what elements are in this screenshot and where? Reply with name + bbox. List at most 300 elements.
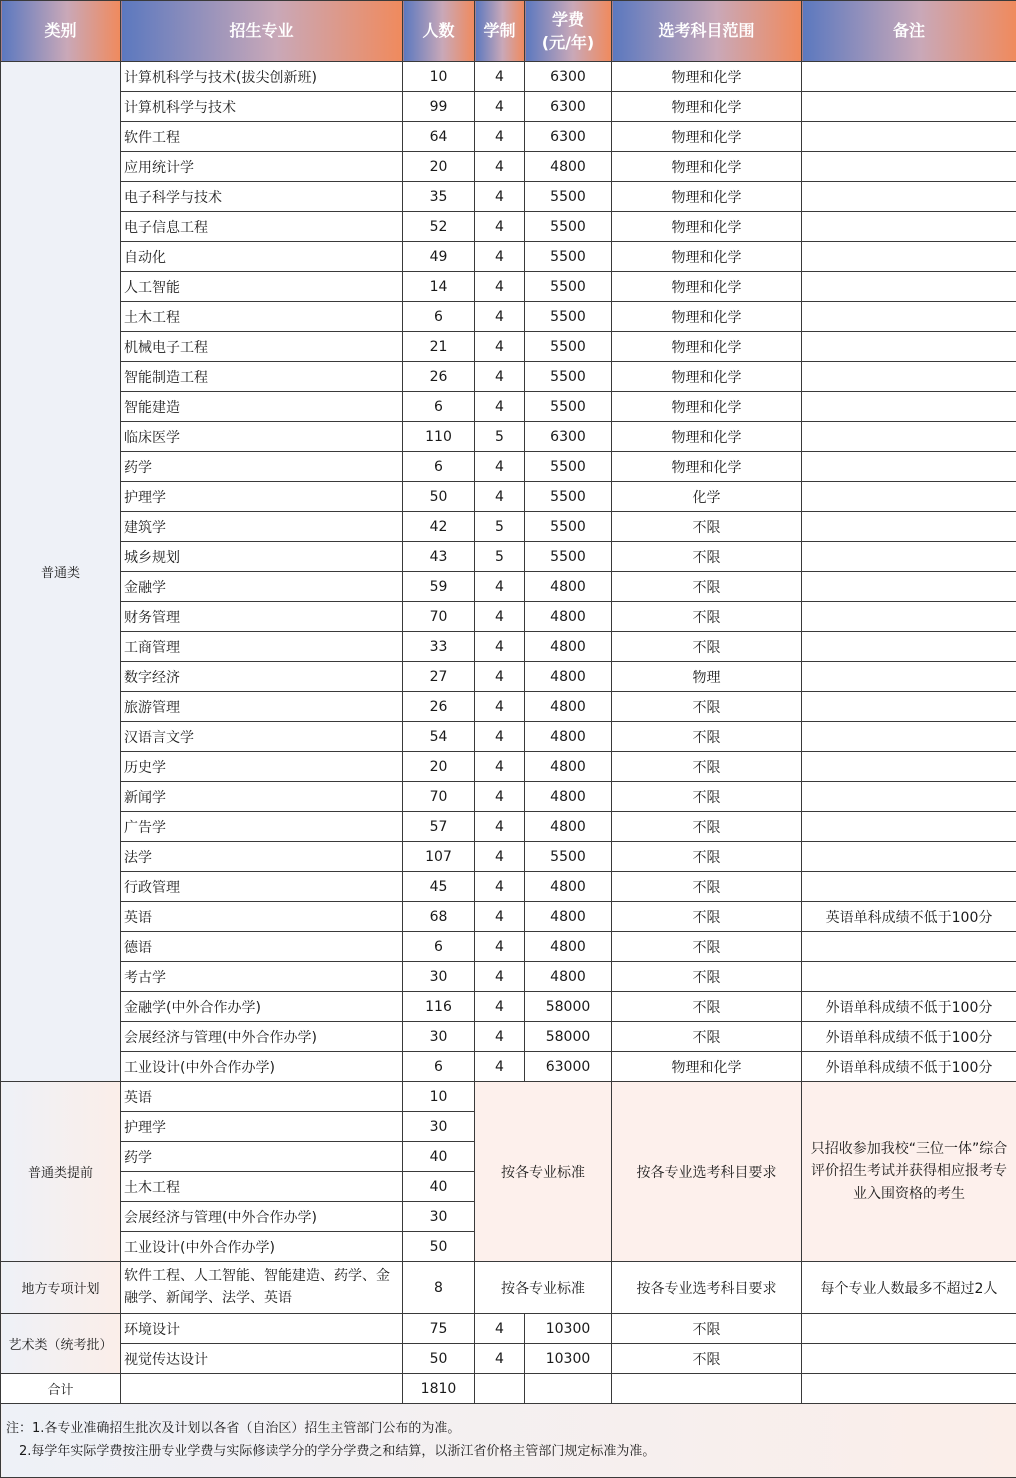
fee-cell: 10300 [525,1314,612,1344]
subjects-cell: 不限 [612,842,802,872]
remark-cell [802,152,1016,182]
major-cell: 行政管理 [121,872,403,902]
years-cell: 4 [475,842,525,872]
count-cell: 49 [403,242,475,272]
years-cell: 4 [475,452,525,482]
major-cell: 临床医学 [121,422,403,452]
major-cell: 土木工程 [121,1172,403,1202]
local-subjects: 按各专业选考科目要求 [612,1262,802,1314]
remark-cell [802,302,1016,332]
table-row [1,572,1016,602]
total-count: 1810 [403,1374,475,1404]
fee-cell: 4800 [525,782,612,812]
fee-cell: 6300 [525,122,612,152]
years-cell: 4 [475,572,525,602]
subjects-cell: 物理和化学 [612,212,802,242]
subjects-cell: 物理和化学 [612,62,802,92]
years-cell: 4 [475,1344,525,1374]
remark-cell [802,182,1016,212]
fee-cell: 63000 [525,1052,612,1082]
count-cell: 33 [403,632,475,662]
years-cell: 4 [475,1052,525,1082]
years-cell: 5 [475,512,525,542]
count-cell: 14 [403,272,475,302]
years-cell: 4 [475,662,525,692]
major-cell: 金融学 [121,572,403,602]
early-fee-standard: 按各专业标准 [475,1082,612,1262]
years-cell: 4 [475,632,525,662]
major-cell: 会展经济与管理(中外合作办学) [121,1202,403,1232]
total-empty-fee [525,1374,612,1404]
table-row [1,902,1016,932]
major-cell: 环境设计 [121,1314,403,1344]
years-cell: 4 [475,62,525,92]
years-cell: 4 [475,392,525,422]
fee-cell: 10300 [525,1344,612,1374]
table-row [1,542,1016,572]
remark-cell [802,722,1016,752]
major-cell: 汉语言文学 [121,722,403,752]
table-row [1,962,1016,992]
major-cell: 智能制造工程 [121,362,403,392]
remark-cell [802,122,1016,152]
subjects-cell: 不限 [612,1022,802,1052]
fee-cell: 5500 [525,392,612,422]
subjects-cell: 不限 [612,962,802,992]
subjects-cell: 不限 [612,752,802,782]
table-row [1,62,1016,92]
header-remark: 备注 [802,1,1016,62]
years-cell: 4 [475,482,525,512]
subjects-cell: 不限 [612,872,802,902]
remark-cell [802,422,1016,452]
years-cell: 4 [475,782,525,812]
remark-cell [802,812,1016,842]
count-cell: 6 [403,392,475,422]
subjects-cell: 物理和化学 [612,452,802,482]
table-row [1,932,1016,962]
remark-cell [802,962,1016,992]
count-cell: 57 [403,812,475,842]
category-art: 艺术类（统考批） [1,1314,121,1374]
subjects-cell: 不限 [612,632,802,662]
years-cell: 4 [475,752,525,782]
subjects-cell: 不限 [612,1344,802,1374]
total-label: 合计 [1,1374,121,1404]
table-row [1,452,1016,482]
count-cell: 42 [403,512,475,542]
remark-cell [802,512,1016,542]
major-cell: 软件工程 [121,122,403,152]
major-cell: 旅游管理 [121,692,403,722]
table-row [1,1314,1016,1344]
count-cell: 40 [403,1142,475,1172]
table-row [1,422,1016,452]
remark-cell [802,452,1016,482]
major-cell: 英语 [121,1082,403,1112]
fee-cell: 58000 [525,1022,612,1052]
major-cell: 工商管理 [121,632,403,662]
remark-cell [802,212,1016,242]
count-cell: 116 [403,992,475,1022]
table-row [1,1052,1016,1082]
major-cell: 工业设计(中外合作办学) [121,1052,403,1082]
subjects-cell: 物理和化学 [612,272,802,302]
count-cell: 10 [403,62,475,92]
remark-cell: 外语单科成绩不低于100分 [802,992,1016,1022]
subjects-cell: 不限 [612,542,802,572]
count-cell: 110 [403,422,475,452]
count-cell: 59 [403,572,475,602]
fee-cell: 5500 [525,512,612,542]
count-cell: 10 [403,1082,475,1112]
fee-cell: 6300 [525,92,612,122]
footnotes [1,1404,1016,1478]
major-cell: 机械电子工程 [121,332,403,362]
major-cell: 工业设计(中外合作办学) [121,1232,403,1262]
table-row [1,182,1016,212]
subjects-cell: 不限 [612,602,802,632]
fee-cell: 5500 [525,482,612,512]
count-cell: 70 [403,602,475,632]
years-cell: 4 [475,212,525,242]
total-empty-years [475,1374,525,1404]
subjects-cell: 物理和化学 [612,422,802,452]
early-remark: 只招收参加我校“三位一体”综合评价招生考试并获得相应报考专业入围资格的考生 [802,1082,1016,1262]
remark-cell [802,242,1016,272]
count-cell: 50 [403,1344,475,1374]
major-cell: 广告学 [121,812,403,842]
table-row [1,602,1016,632]
table-row [1,752,1016,782]
fee-cell: 4800 [525,722,612,752]
major-cell: 视觉传达设计 [121,1344,403,1374]
major-cell: 软件工程、人工智能、智能建造、药学、金融学、新闻学、法学、英语 [121,1262,403,1314]
remark-cell [802,92,1016,122]
table-row [1,1262,1016,1314]
fee-cell: 4800 [525,692,612,722]
years-cell: 4 [475,362,525,392]
remark-cell [802,482,1016,512]
major-cell: 建筑学 [121,512,403,542]
subjects-cell: 物理和化学 [612,122,802,152]
major-cell: 护理学 [121,482,403,512]
fee-cell: 5500 [525,332,612,362]
local-fee-standard: 按各专业标准 [475,1262,612,1314]
fee-cell: 5500 [525,362,612,392]
subjects-cell: 化学 [612,482,802,512]
table-row [1,242,1016,272]
fee-cell: 5500 [525,542,612,572]
subjects-cell: 不限 [612,782,802,812]
table-header-row [1,1,1016,62]
fee-cell: 4800 [525,902,612,932]
years-cell: 4 [475,992,525,1022]
count-cell: 70 [403,782,475,812]
table-row [1,782,1016,812]
remark-cell [802,542,1016,572]
remark-cell [802,752,1016,782]
fee-cell: 4800 [525,812,612,842]
subjects-cell: 不限 [612,932,802,962]
count-cell: 107 [403,842,475,872]
count-cell: 6 [403,1052,475,1082]
major-cell: 护理学 [121,1112,403,1142]
fee-cell: 5500 [525,842,612,872]
header-category: 类别 [1,1,121,62]
fee-cell: 4800 [525,662,612,692]
category-local: 地方专项计划 [1,1262,121,1314]
fee-cell: 4800 [525,602,612,632]
major-cell: 财务管理 [121,602,403,632]
major-cell: 计算机科学与技术 [121,92,403,122]
years-cell: 4 [475,332,525,362]
table-row [1,332,1016,362]
years-cell: 4 [475,152,525,182]
major-cell: 计算机科学与技术(拔尖创新班) [121,62,403,92]
subjects-cell: 物理 [612,662,802,692]
major-cell: 新闻学 [121,782,403,812]
major-cell: 法学 [121,842,403,872]
count-cell: 54 [403,722,475,752]
years-cell: 4 [475,902,525,932]
major-cell: 数字经济 [121,662,403,692]
total-empty-major [121,1374,403,1404]
count-cell: 50 [403,482,475,512]
header-subjects: 选考科目范围 [612,1,802,62]
years-cell: 4 [475,932,525,962]
count-cell: 30 [403,1202,475,1232]
remark-cell [802,842,1016,872]
table-row [1,632,1016,662]
major-cell: 药学 [121,452,403,482]
years-cell: 4 [475,692,525,722]
footnote-line: 2.每学年实际学费按注册专业学费与实际修读学分的学分学费之和结算，以浙江省价格主管部门规定标准为准。 [6,1441,1011,1464]
subjects-cell: 物理和化学 [612,302,802,332]
header-fee-line1: 学费 [552,10,584,29]
fee-cell: 5500 [525,302,612,332]
remark-cell [802,782,1016,812]
subjects-cell: 不限 [612,812,802,842]
category-early: 普通类提前 [1,1082,121,1262]
major-cell: 德语 [121,932,403,962]
count-cell: 6 [403,452,475,482]
table-row [1,512,1016,542]
remark-cell [802,1344,1016,1374]
fee-cell: 4800 [525,752,612,782]
major-cell: 城乡规划 [121,542,403,572]
count-cell: 26 [403,362,475,392]
table-body [1,62,1016,1478]
count-cell: 30 [403,1112,475,1142]
category-general: 普通类 [1,62,121,1082]
subjects-cell: 物理和化学 [612,362,802,392]
subjects-cell: 不限 [612,1314,802,1344]
count-cell: 6 [403,932,475,962]
remark-cell [802,572,1016,602]
years-cell: 5 [475,542,525,572]
subjects-cell: 不限 [612,992,802,1022]
years-cell: 5 [475,422,525,452]
table-row [1,812,1016,842]
major-cell: 药学 [121,1142,403,1172]
count-cell: 20 [403,152,475,182]
count-cell: 40 [403,1172,475,1202]
remark-cell [802,602,1016,632]
table-row [1,662,1016,692]
count-cell: 35 [403,182,475,212]
total-empty-remark [802,1374,1016,1404]
remark-cell [802,332,1016,362]
count-cell: 45 [403,872,475,902]
count-cell: 68 [403,902,475,932]
table-row [1,1082,1016,1112]
fee-cell: 4800 [525,572,612,602]
count-cell: 30 [403,962,475,992]
early-subjects: 按各专业选考科目要求 [612,1082,802,1262]
fee-cell: 4800 [525,632,612,662]
subjects-cell: 不限 [612,692,802,722]
table-row [1,92,1016,122]
years-cell: 4 [475,122,525,152]
count-cell: 8 [403,1262,475,1314]
subjects-cell: 物理和化学 [612,182,802,212]
header-count: 人数 [403,1,475,62]
fee-cell: 5500 [525,452,612,482]
remark-cell [802,932,1016,962]
major-cell: 英语 [121,902,403,932]
major-cell: 电子科学与技术 [121,182,403,212]
count-cell: 20 [403,752,475,782]
count-cell: 75 [403,1314,475,1344]
count-cell: 50 [403,1232,475,1262]
subjects-cell: 物理和化学 [612,332,802,362]
fee-cell: 4800 [525,152,612,182]
table-row [1,392,1016,422]
remark-cell [802,632,1016,662]
major-cell: 电子信息工程 [121,212,403,242]
fee-cell: 6300 [525,422,612,452]
table-row [1,872,1016,902]
fee-cell: 4800 [525,962,612,992]
years-cell: 4 [475,812,525,842]
years-cell: 4 [475,722,525,752]
remark-cell [802,392,1016,422]
remark-cell: 外语单科成绩不低于100分 [802,1022,1016,1052]
major-cell: 智能建造 [121,392,403,422]
remark-cell [802,272,1016,302]
years-cell: 4 [475,182,525,212]
table-row [1,1344,1016,1374]
major-cell: 应用统计学 [121,152,403,182]
years-cell: 4 [475,302,525,332]
count-cell: 99 [403,92,475,122]
header-fee-line2: (元/年) [542,33,594,52]
major-cell: 考古学 [121,962,403,992]
fee-cell: 6300 [525,62,612,92]
remark-cell [802,1314,1016,1344]
count-cell: 21 [403,332,475,362]
years-cell: 4 [475,872,525,902]
count-cell: 52 [403,212,475,242]
fee-cell: 4800 [525,872,612,902]
subjects-cell: 不限 [612,512,802,542]
count-cell: 30 [403,1022,475,1052]
remark-cell [802,872,1016,902]
table-row [1,482,1016,512]
notes-row [1,1404,1016,1478]
footnote-line: 注：1.各专业准确招生批次及计划以各省（自治区）招生主管部门公布的为准。 [6,1418,1011,1441]
subjects-cell: 物理和化学 [612,92,802,122]
fee-cell: 5500 [525,212,612,242]
years-cell: 4 [475,242,525,272]
local-remark: 每个专业人数最多不超过2人 [802,1262,1016,1314]
table-row [1,692,1016,722]
fee-cell: 4800 [525,932,612,962]
major-cell: 人工智能 [121,272,403,302]
years-cell: 4 [475,602,525,632]
count-cell: 27 [403,662,475,692]
major-cell: 土木工程 [121,302,403,332]
table-row [1,152,1016,182]
years-cell: 4 [475,1314,525,1344]
header-fee [525,1,612,62]
years-cell: 4 [475,92,525,122]
subjects-cell: 物理和化学 [612,1052,802,1082]
subjects-cell: 物理和化学 [612,152,802,182]
subjects-cell: 不限 [612,572,802,602]
major-cell: 历史学 [121,752,403,782]
remark-cell [802,662,1016,692]
subjects-cell: 物理和化学 [612,242,802,272]
fee-cell: 5500 [525,272,612,302]
count-cell: 64 [403,122,475,152]
table-row [1,272,1016,302]
total-row [1,1374,1016,1404]
table-row [1,722,1016,752]
major-cell: 金融学(中外合作办学) [121,992,403,1022]
years-cell: 4 [475,1022,525,1052]
remark-cell [802,62,1016,92]
count-cell: 43 [403,542,475,572]
total-empty-subjects [612,1374,802,1404]
table-row [1,302,1016,332]
remark-cell: 英语单科成绩不低于100分 [802,902,1016,932]
header-major: 招生专业 [121,1,403,62]
subjects-cell: 物理和化学 [612,392,802,422]
header-years: 学制 [475,1,525,62]
table-row [1,122,1016,152]
count-cell: 26 [403,692,475,722]
table-row [1,362,1016,392]
table-row [1,212,1016,242]
fee-cell: 5500 [525,182,612,212]
count-cell: 6 [403,302,475,332]
table-row [1,1022,1016,1052]
years-cell: 4 [475,272,525,302]
remark-cell [802,692,1016,722]
table-row [1,992,1016,1022]
subjects-cell: 不限 [612,722,802,752]
remark-cell [802,362,1016,392]
subjects-cell: 不限 [612,902,802,932]
remark-cell: 外语单科成绩不低于100分 [802,1052,1016,1082]
years-cell: 4 [475,962,525,992]
table-row [1,842,1016,872]
major-cell: 会展经济与管理(中外合作办学) [121,1022,403,1052]
major-cell: 自动化 [121,242,403,272]
fee-cell: 5500 [525,242,612,272]
